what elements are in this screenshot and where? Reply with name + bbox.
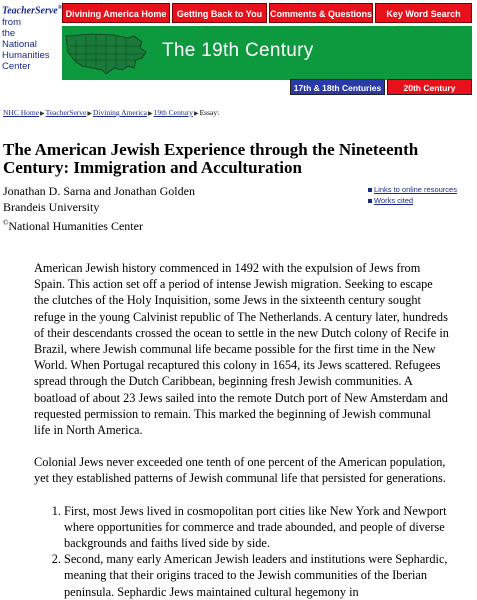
logo-line: the <box>2 28 16 40</box>
copyright-symbol: © <box>3 219 9 227</box>
breadcrumb-divining-america[interactable]: Divining America <box>93 108 147 117</box>
institution: Brandeis University <box>3 200 100 214</box>
page-title: The American Jewish Experience through the Nineteenth Century: Immigration and Acculturation <box>3 140 419 177</box>
list-item: 2. Second, many early American Jewish leaders and institutions were Sephardic, meaning that their origins traced to the Jewish communities of the Iberian peninsula. Sephardic Jews maintained cultural hegemony in <box>64 551 449 600</box>
top-navigation <box>62 3 472 25</box>
essay-list <box>34 503 449 600</box>
breadcrumb <box>3 108 219 117</box>
us-map-icon <box>62 26 157 80</box>
authors: Jonathan D. Sarna and Jonathan Golden <box>3 184 195 198</box>
essay-paragraph: American Jewish history commenced in 1492 with the expulsion of Jews from Spain. This action set off a period of intense Jewish migration. Seeking to escape the clutches of the Holy Inquisition, some Jews in the sixteenth century sought refuge in the young Calvinist republic of The Netherlands. A century later, hundreds of their descendants crossed the ocean to settle in the new Dutch colony of Recife in Brazil, where Jewish communal life became possible for the first time in the New World. When Portugal recaptured this colony in 1654, its Jews scattered. Refugees spread through the Dutch Caribbean, beginning fresh Jewish communities. A boatload of about 23 Jews sailed into the remote Dutch port of New Amsterdam and requested permission to remain. This marked the beginning of Jewish communal life in North America. <box>34 261 449 438</box>
breadcrumb-current: Essay: <box>199 108 220 117</box>
list-item: 1. First, most Jews lived in cosmopolitan port cities like New York and Newport where opportunities for commerce and trade abounded, and people of diverse backgrounds and faiths lived side by side. <box>64 503 449 552</box>
bullet-icon <box>368 199 372 203</box>
essay-paragraph: Colonial Jews never exceeded one tenth of one percent of the American population, yet they established patterns of Jewish communal life that persisted for generations. <box>34 455 446 486</box>
teacherserve-logo[interactable] <box>2 2 63 73</box>
nav-divining-america-home-button[interactable]: Divining America Home <box>62 3 170 23</box>
century-banner <box>62 26 472 80</box>
nav-key-word-search-button[interactable]: Key Word Search <box>375 3 472 23</box>
link-works-cited[interactable]: Works cited <box>374 196 414 205</box>
breadcrumb-nhc-home[interactable]: NHC Home <box>3 108 40 117</box>
logo-brand: TeacherServe <box>2 5 58 17</box>
logo-line: Center <box>2 61 31 73</box>
breadcrumb-teacherserve[interactable]: TeacherServe <box>45 108 87 117</box>
logo-line: National <box>2 39 37 51</box>
nav-getting-back-button[interactable]: Getting Back to You <box>172 3 267 23</box>
nav-20th-century-button[interactable]: 20th Century <box>387 79 472 95</box>
century-navigation <box>62 79 472 95</box>
breadcrumb-arrow-icon: ▶ <box>40 111 45 117</box>
side-links <box>368 184 457 206</box>
author-block <box>3 183 195 234</box>
copyright-holder: National Humanities Center <box>8 219 143 233</box>
logo-trademark: ® <box>57 5 63 11</box>
link-online-resources[interactable]: Links to online resources <box>374 185 457 194</box>
logo-line: from <box>2 17 21 29</box>
bullet-icon <box>368 188 372 192</box>
nav-comments-questions-button[interactable]: Comments & Questions <box>269 3 373 23</box>
banner-title: The 19th Century <box>162 40 314 61</box>
breadcrumb-arrow-icon: ▶ <box>87 111 92 117</box>
breadcrumb-19th-century[interactable]: 19th Century <box>153 108 193 117</box>
breadcrumb-arrow-icon: ▶ <box>147 111 153 117</box>
nav-17th-18th-centuries-button[interactable]: 17th & 18th Centuries <box>290 79 385 95</box>
breadcrumb-arrow-icon: ▶ <box>193 111 199 117</box>
essay-body <box>34 260 449 600</box>
logo-line: Humanities <box>2 50 50 62</box>
